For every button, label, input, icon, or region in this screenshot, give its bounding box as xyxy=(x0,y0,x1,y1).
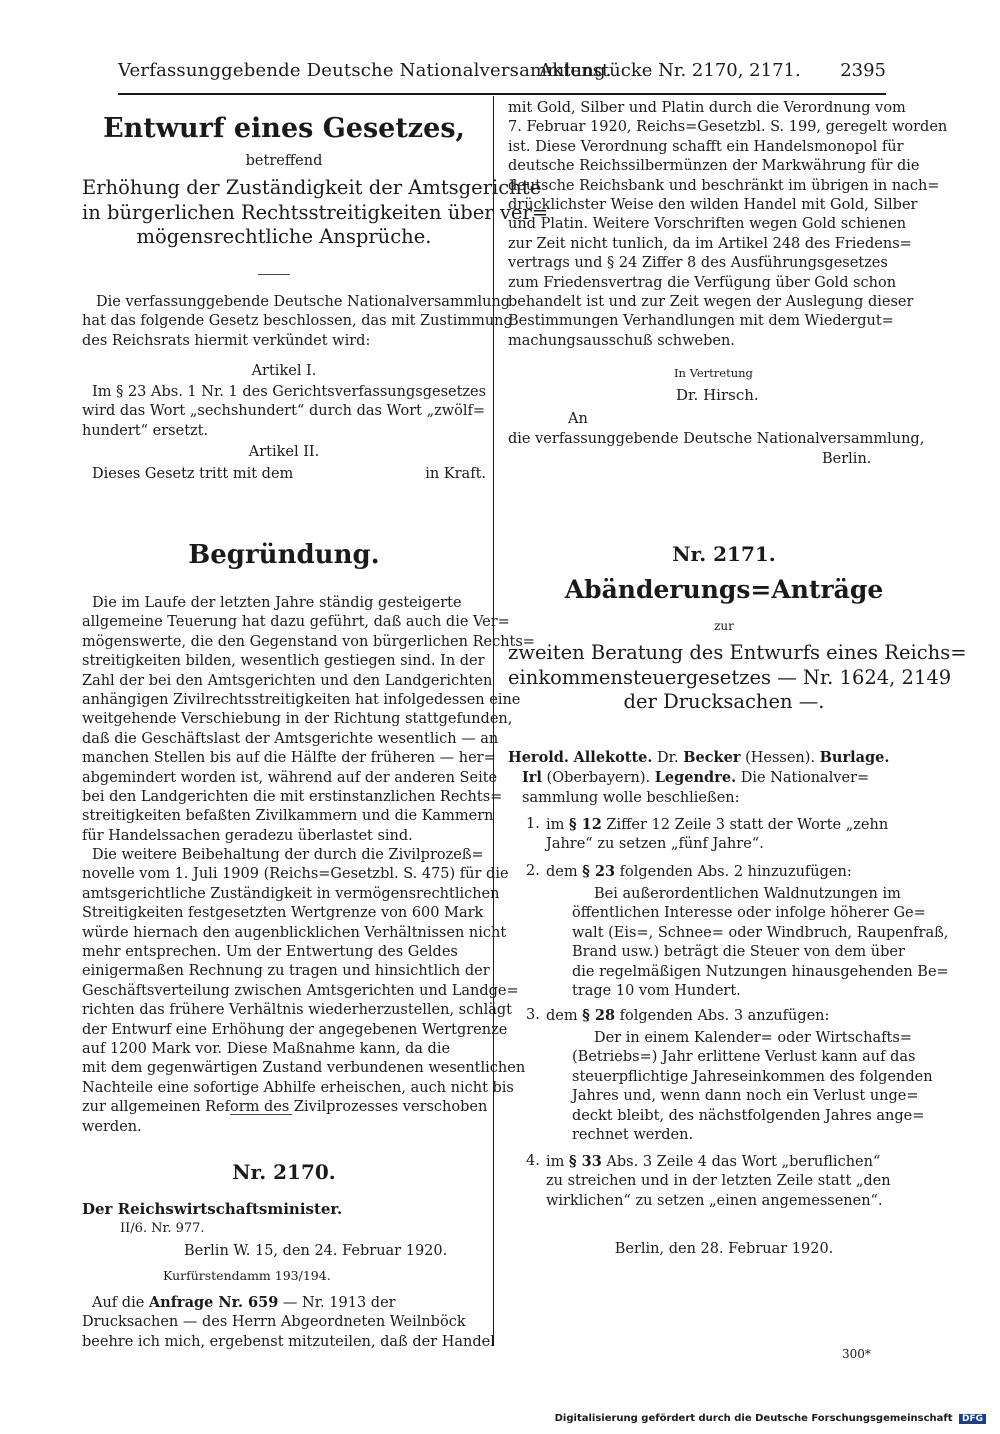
text-line: öffentlichen Interesse oder infolge höherer Ge= xyxy=(572,905,926,922)
text-line: beehre ich mich, ergebenst mitzuteilen, daß der Handel xyxy=(82,1333,495,1350)
text-line: Bei außerordentlichen Waldnutzungen im xyxy=(594,886,901,902)
subject-line: einkommensteuergesetzes — Nr. 1624, 2149 xyxy=(508,665,952,689)
amendment-item-1 xyxy=(526,815,940,855)
text-line: zur Zeit nicht tunlich, da im Artikel 248 des Friedens= xyxy=(508,235,912,252)
petitioner-region: (Hessen). xyxy=(745,750,816,766)
text-line: mit dem gegenwärtigen Zustand verbundenen wesentlichen xyxy=(82,1060,526,1077)
text-line: Jahres und, wenn dann noch ein Verlust unge= xyxy=(572,1088,919,1105)
text-line: werden. xyxy=(82,1118,142,1135)
begruendung-paragraph-2 xyxy=(82,846,526,1137)
digitization-note xyxy=(555,1413,986,1424)
text-line: Im § 23 Abs. 1 Nr. 1 des Gerichtsverfassungsgesetzes xyxy=(92,384,487,400)
text-line: behandelt ist und zur Zeit wegen der Auslegung dieser xyxy=(508,294,914,311)
subject-line: zweiten Beratung des Entwurfs eines Reichs= xyxy=(508,641,967,664)
nr-2171-title: Nr. 2171. xyxy=(672,542,776,566)
text-line: ist. Diese Verordnung schafft ein Handelsmonopol für xyxy=(508,138,904,155)
text-line: Brand usw.) beträgt die Steuer von dem über xyxy=(572,944,905,961)
text-line: machungsausschuß schweben. xyxy=(508,332,735,349)
text-line: zur allgemeinen Reform des Zivilprozesses verschoben xyxy=(82,1099,488,1116)
text-line: mit Gold, Silber und Platin durch die Verordnung vom xyxy=(508,100,906,116)
text-line: bei den Landgerichten die mit erstinstanzlichen Rechts= xyxy=(82,789,503,806)
text-line: amtsgerichtliche Zuständigkeit in vermögensrechtlichen xyxy=(82,885,500,902)
amendment-item-2 xyxy=(526,862,940,882)
text-fragment: Die Nationalver= xyxy=(740,770,870,787)
text-line xyxy=(508,768,940,788)
text-line: des Reichsrats hiermit verkündet wird: xyxy=(82,332,371,349)
text-line: streitigkeiten befaßten Zivilkammern und die Kammern xyxy=(82,808,494,825)
petitioner-title: Dr. xyxy=(657,750,679,766)
text-line xyxy=(508,748,940,768)
quote-section-23 xyxy=(572,885,949,1001)
section-rule xyxy=(258,274,290,275)
dfg-logo: DFG xyxy=(959,1414,986,1424)
anfrage-reference: Anfrage Nr. 659 xyxy=(148,1294,279,1311)
footnote-mark: 300* xyxy=(842,1347,871,1361)
text-line: für Handelssachen geradezu überlastet sind. xyxy=(82,827,413,844)
text-line: walt (Eis=, Schnee= oder Windbruch, Raupenfraß, xyxy=(572,924,949,941)
text-line: allgemeine Teuerung hat dazu geführt, daß auch die Ver= xyxy=(82,614,510,631)
item-text: Ziffer 12 Zeile 3 statt der Worte „zehn xyxy=(606,817,889,833)
text-line: auf 1200 Mark vor. Diese Maßnahme kann, da die xyxy=(82,1041,451,1058)
letter-text: — Nr. 1913 der xyxy=(282,1295,396,1311)
artikel-1-heading: Artikel I. xyxy=(251,363,317,379)
petitioner-name: Legendre. xyxy=(654,769,737,787)
header-right xyxy=(539,60,886,81)
paragraph-reference: § 23 xyxy=(582,863,616,880)
subject-line: mögensrechtliche Ansprüche. xyxy=(136,225,432,248)
item-text: folgenden Abs. 2 hinzuzufügen: xyxy=(619,864,852,880)
header-rule xyxy=(118,93,886,95)
entwurf-title: Entwurf eines Gesetzes, xyxy=(103,113,465,144)
page-header xyxy=(118,60,886,88)
text-line: Bestimmungen Verhandlungen mit dem Wiedergut= xyxy=(508,313,894,330)
text-line xyxy=(82,1293,486,1313)
text-line: Der in einem Kalender= oder Wirtschafts= xyxy=(594,1030,912,1046)
text-line: und Platin. Weitere Vorschriften wegen Gold schienen xyxy=(508,216,907,233)
text-line: (Betriebs=) Jahr erlittene Verlust kann auf das xyxy=(572,1049,916,1066)
text-line: hundert“ ersetzt. xyxy=(82,422,209,439)
antraege-title: Abänderungs=Anträge xyxy=(564,575,884,604)
text-line: anhängigen Zivilrechtsstreitigkeiten hat infolgedessen eine xyxy=(82,692,521,709)
letter-text: Auf die xyxy=(92,1295,145,1311)
amendment-item-4 xyxy=(526,1152,940,1211)
text-line xyxy=(546,815,940,835)
an-label: An xyxy=(568,411,588,427)
paragraph-reference: § 28 xyxy=(582,1007,616,1024)
beratung-subject xyxy=(508,641,967,715)
item-number: 2. xyxy=(526,863,540,879)
text-line: zum Friedensvertrag die Verfügung über Gold schon xyxy=(508,274,897,291)
in-vertretung: In Vertretung xyxy=(674,366,753,380)
text-line: die regelmäßigen Nutzungen hinausgehenden Be= xyxy=(572,963,949,980)
item-text: dem xyxy=(546,864,578,880)
header-document-numbers: Aktenstücke Nr. 2170, 2171. xyxy=(539,60,801,81)
recipient: die verfassunggebende Deutsche Nationalversammlung, xyxy=(508,431,925,447)
digitization-text: Digitalisierung gefördert durch die Deutsche Forschungsgemeinschaft xyxy=(554,1413,953,1424)
text-line: einigermaßen Rechnung zu tragen und hinsichtlich der xyxy=(82,963,490,980)
text-line: Geschäftsverteilung zwischen Amtsgerichten und Landge= xyxy=(82,982,519,999)
minister-heading: Der Reichswirtschaftsminister. xyxy=(82,1200,343,1218)
header-title: Verfassunggebende Deutsche Nationalversammlung. xyxy=(118,60,612,81)
text-line xyxy=(546,1152,940,1172)
text-line: würde hiernach den augenblicklichen Verhältnissen nicht xyxy=(82,924,507,941)
artikel-1-text xyxy=(82,383,486,441)
letter-body xyxy=(82,1293,495,1352)
text-line: deutsche Reichssilbermünzen der Markwährung für die xyxy=(508,158,920,175)
text-line xyxy=(546,862,940,882)
begruendung-title: Begründung. xyxy=(188,540,380,570)
paragraph-reference: § 33 xyxy=(569,1153,602,1170)
artikel-2-left: Dieses Gesetz tritt mit dem xyxy=(92,466,294,482)
text-line: zu streichen und in der letzten Zeile statt „den xyxy=(546,1173,891,1190)
text-line: Zahl der bei den Amtsgerichten und den Landgerichten xyxy=(82,672,493,689)
text-line: Die weitere Beibehaltung der durch die Zivilprozeß= xyxy=(92,847,484,863)
petitioner-name: Burlage. xyxy=(819,749,890,766)
text-line: drücklichster Weise den wilden Handel mit Gold, Silber xyxy=(508,197,918,214)
paragraph-reference: § 12 xyxy=(569,816,602,833)
text-line: streitigkeiten bilden, wesentlich gestiegen sind. In der xyxy=(82,653,485,670)
text-line: daß die Geschäftslast der Amtsgerichte wesentlich — an xyxy=(82,730,499,747)
text-line: rechnet werden. xyxy=(572,1127,694,1144)
recipient-city: Berlin. xyxy=(822,451,872,467)
petitioner-name: Herold. xyxy=(508,749,569,766)
text-line: Nachteile eine sofortige Abhilfe erheischen, auch nicht bis xyxy=(82,1079,514,1096)
text-line: trage 10 vom Hundert. xyxy=(572,983,741,1000)
entwurf-subject xyxy=(82,176,549,250)
reference-number: II/6. Nr. 977. xyxy=(120,1221,205,1236)
text-line: novelle vom 1. Juli 1909 (Reichs=Gesetzbl. S. 475) für die xyxy=(82,866,509,883)
letter-date: Berlin W. 15, den 24. Februar 1920. xyxy=(184,1243,448,1259)
text-line: deckt bleibt, des nächstfolgenden Jahres ange= xyxy=(572,1107,925,1124)
petitioner-name: Allekotte. xyxy=(573,749,653,766)
nr-2170-title: Nr. 2170. xyxy=(232,1160,336,1184)
letter-address: Kurfürstendamm 193/194. xyxy=(163,1268,331,1283)
section-rule xyxy=(230,1114,292,1115)
text-line: Die im Laufe der letzten Jahre ständig gesteigerte xyxy=(92,595,462,611)
petitioner-name: Irl xyxy=(522,769,542,787)
text-line: wirklichen“ zu setzen „einen angemessenen“. xyxy=(546,1192,883,1209)
text-line xyxy=(546,1006,940,1026)
item-text: folgenden Abs. 3 anzufügen: xyxy=(619,1008,830,1024)
subject-line: in bürgerlichen Rechtsstreitigkeiten über ver= xyxy=(82,200,549,224)
quote-section-28 xyxy=(572,1029,938,1145)
subject-line: der Drucksachen —. xyxy=(623,690,825,713)
text-line: weitgehende Verschiebung in der Richtung stattgefunden, xyxy=(82,711,513,728)
artikel-2-right: in Kraft. xyxy=(425,466,486,482)
item-text: im xyxy=(546,1154,565,1170)
intro-paragraph xyxy=(82,293,513,351)
text-line: hat das folgende Gesetz beschlossen, das mit Zustimmung xyxy=(82,313,513,330)
text-line: deutsche Reichsbank und beschränkt im übrigen in nach= xyxy=(508,177,940,194)
text-line: Jahre“ zu setzen „fünf Jahre“. xyxy=(546,836,764,853)
text-line: abgemindert worden ist, während auf der anderen Seite xyxy=(82,769,498,786)
text-line: richten das frühere Verhältnis wiederherzustellen, schlägt xyxy=(82,1002,512,1019)
amendment-item-3 xyxy=(526,1006,940,1026)
item-text: Abs. 3 Zeile 4 das Wort „beruflichen“ xyxy=(606,1154,881,1170)
text-line: sammlung wolle beschließen: xyxy=(522,789,740,806)
item-number: 3. xyxy=(526,1007,540,1023)
text-line: 7. Februar 1920, Reichs=Gesetzbl. S. 199, geregelt worden xyxy=(508,119,948,136)
text-line: steuerpflichtige Jahreseinkommen des folgenden xyxy=(572,1068,933,1085)
zur-label: zur xyxy=(714,619,734,633)
artikel-2-heading: Artikel II. xyxy=(248,444,320,460)
text-line: Die verfassunggebende Deutsche Nationalversammlung xyxy=(96,294,511,310)
item-text: im xyxy=(546,817,565,833)
letter-continuation xyxy=(508,99,948,351)
petitioner-region: (Oberbayern). xyxy=(546,770,651,787)
text-line: wird das Wort „sechshundert“ durch das Wort „zwölf= xyxy=(82,403,486,420)
amendment-date: Berlin, den 28. Februar 1920. xyxy=(614,1241,834,1257)
text-line: der Entwurf eine Erhöhung der angegebenen Wertgrenze xyxy=(82,1021,508,1038)
signature: Dr. Hirsch. xyxy=(676,386,759,404)
item-number: 4. xyxy=(526,1153,540,1169)
item-text: dem xyxy=(546,1008,578,1024)
text-line: manchen Stellen bis auf die Hälfte der früheren — her= xyxy=(82,750,496,767)
petitioners xyxy=(508,748,940,808)
text-line: vertrags und § 24 Ziffer 8 des Ausführungsgesetzes xyxy=(508,255,888,272)
text-line: mögenswerte, die den Gegenstand von bürgerlichen Rechts= xyxy=(82,633,535,650)
item-number: 1. xyxy=(526,816,540,832)
subject-line: Erhöhung der Zuständigkeit der Amtsgerichte xyxy=(82,176,542,199)
text-line: mehr entsprechen. Um der Entwertung des Geldes xyxy=(82,944,458,961)
page-number: 2395 xyxy=(840,60,886,81)
text-line: Streitigkeiten festgesetzten Wertgrenze von 600 Mark xyxy=(82,905,484,922)
petitioner-name: Becker xyxy=(683,749,741,766)
betreffend-label: betreffend xyxy=(245,153,323,169)
text-line: Drucksachen — des Herrn Abgeordneten Weilnböck xyxy=(82,1314,466,1331)
